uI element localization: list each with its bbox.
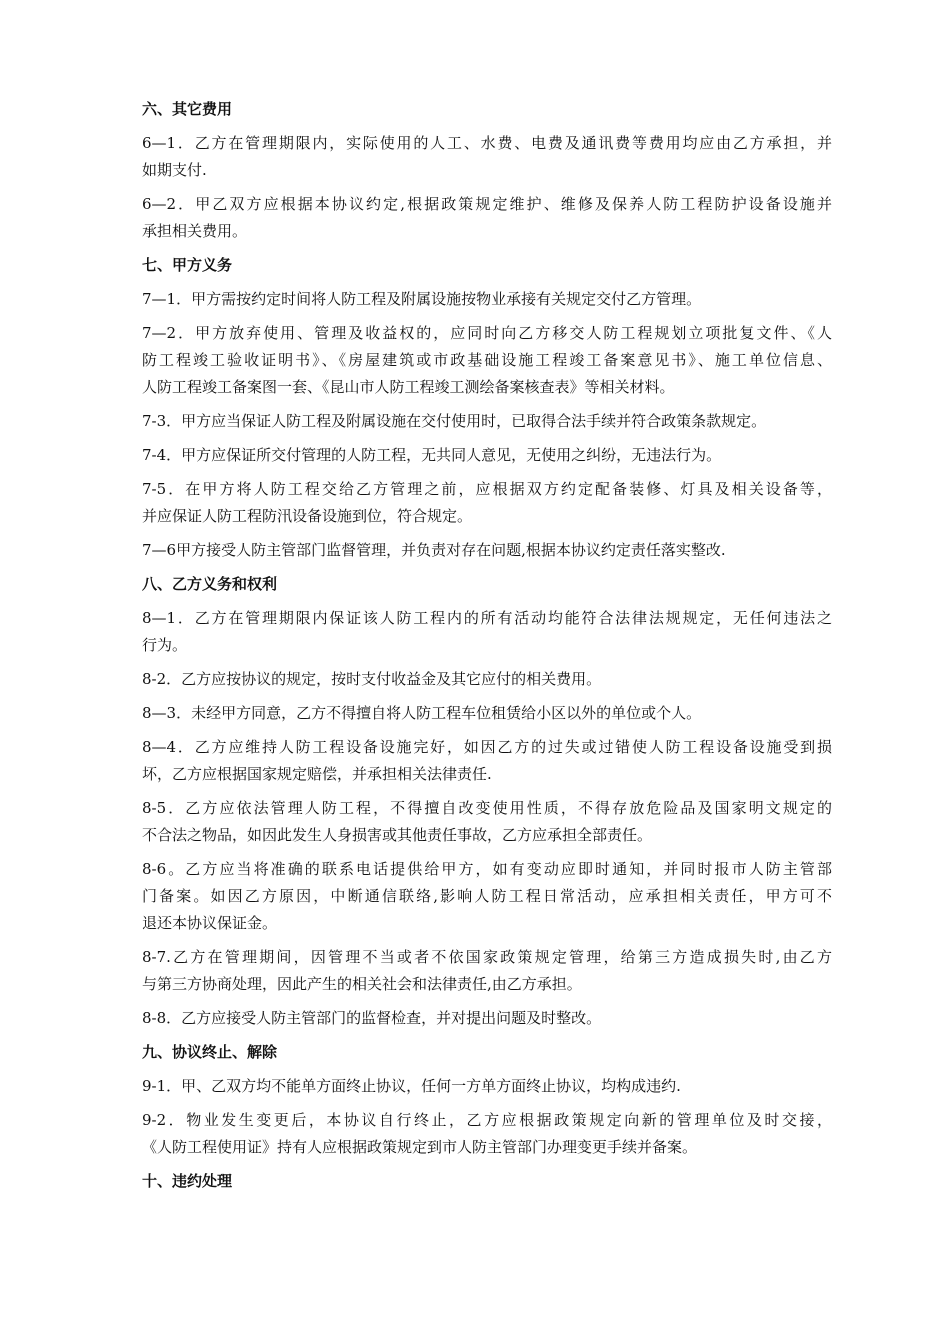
text-line: 人防工程竣工备案图一套、《昆山市人防工程竣工测绘备案核查表》等相关材料。: [142, 378, 675, 396]
clause-paragraph: [142, 944, 832, 998]
text-line: 防工程竣工验收证明书》、《房屋建筑或市政基础设施工程竣工备案意见书》、施工单位信息、: [142, 351, 832, 369]
clause-paragraph: [142, 476, 832, 530]
text-line: 7-4．甲方应保证所交付管理的人防工程，无共同人意见，无使用之纠纷，无违法行为。: [142, 446, 722, 464]
clause-paragraph: [142, 408, 832, 435]
text-line: 8-6。乙方应当将准确的联系电话提供给甲方，如有变动应即时通知，并同时报市人防主管部: [142, 860, 832, 878]
text-line: 不合法之物品，如因此发生人身损害或其他责任事故，乙方应承担全部责任。: [142, 826, 653, 844]
clause-paragraph: [142, 734, 832, 788]
clause-paragraph: [142, 442, 832, 469]
text-line: 《人防工程使用证》持有人应根据政策规定到市人防主管部门办理变更手续并备案。: [142, 1138, 698, 1156]
section-heading: 七、甲方义务: [142, 256, 233, 274]
text-line: 9-1．甲、乙双方均不能单方面终止协议，任何一方单方面终止协议，均构成违约.: [142, 1077, 681, 1095]
text-line: 承担相关费用。: [142, 222, 248, 240]
text-line: 7—2．甲方放弃使用、管理及收益权的，应同时向乙方移交人防工程规划立项批复文件、《人: [142, 324, 832, 342]
text-line: 8-2．乙方应按协议的规定，按时支付收益金及其它应付的相关费用。: [142, 670, 602, 688]
clause-paragraph: [142, 130, 832, 184]
text-line: 7-3．甲方应当保证人防工程及附属设施在交付使用时，已取得合法手续并符合政策条款规定。: [142, 412, 767, 430]
clause-paragraph: [142, 1073, 832, 1100]
clause-paragraph: [142, 537, 832, 564]
text-line: 坏，乙方应根据国家规定赔偿，并承担相关法律责任.: [142, 765, 492, 783]
section-heading: 九、协议终止、解除: [142, 1043, 278, 1061]
text-line: 并应保证人防工程防汛设备设施到位，符合规定。: [142, 507, 473, 525]
text-line: 6—1．乙方在管理期限内，实际使用的人工、水费、电费及通讯费等费用均应由乙方承担，并: [142, 134, 832, 152]
text-line: 7-5．在甲方将人防工程交给乙方管理之前，应根据双方约定配备装修、灯具及相关设备等，: [142, 480, 832, 498]
text-line: 门备案。如因乙方原因，中断通信联络,影响人防工程日常活动，应承担相关责任，甲方可不: [142, 887, 832, 905]
clause-paragraph: [142, 286, 832, 313]
text-line: 行为。: [142, 636, 188, 654]
text-line: 8-5．乙方应依法管理人防工程，不得擅自改变使用性质，不得存放危险品及国家明文规定的: [142, 799, 832, 817]
clause-paragraph: [142, 795, 832, 849]
clause-paragraph: [142, 666, 832, 693]
text-line: 退还本协议保证金。: [142, 914, 278, 932]
text-line: 7—6甲方接受人防主管部门监督管理，并负责对存在问题,根据本协议约定责任落实整改.: [142, 541, 726, 559]
text-line: 6—2．甲乙双方应根据本协议约定,根据政策规定维护、维修及保养人防工程防护设备设施并: [142, 195, 832, 213]
clause-paragraph: [142, 320, 832, 401]
text-line: 8—3．未经甲方同意，乙方不得擅自将人防工程车位租赁给小区以外的单位或个人。: [142, 704, 702, 722]
clause-paragraph: [142, 700, 832, 727]
text-line: 如期支付.: [142, 161, 207, 179]
section-heading: 十、违约处理: [142, 1172, 233, 1190]
section-heading: 八、乙方义务和权利: [142, 575, 278, 593]
document-body: [142, 96, 832, 1202]
section-heading: 六、其它费用: [142, 100, 233, 118]
text-line: 8-8．乙方应接受人防主管部门的监督检查，并对提出问题及时整改。: [142, 1009, 602, 1027]
clause-paragraph: [142, 856, 832, 937]
text-line: 8—4．乙方应维持人防工程设备设施完好，如因乙方的过失或过错使人防工程设备设施受到损: [142, 738, 832, 756]
text-line: 与第三方协商处理，因此产生的相关社会和法律责任,由乙方承担。: [142, 975, 582, 993]
text-line: 8—1．乙方在管理期限内保证该人防工程内的所有活动均能符合法律法规规定，无任何违法之: [142, 609, 832, 627]
text-line: 9-2．物业发生变更后，本协议自行终止，乙方应根据政策规定向新的管理单位及时交接，: [142, 1111, 832, 1129]
clause-paragraph: [142, 1107, 832, 1161]
text-line: 7—1．甲方需按约定时间将人防工程及附属设施按物业承接有关规定交付乙方管理。: [142, 290, 702, 308]
clause-paragraph: [142, 1005, 832, 1032]
text-line: 8-7.乙方在管理期间，因管理不当或者不依国家政策规定管理，给第三方造成损失时,由乙方: [142, 948, 832, 966]
clause-paragraph: [142, 191, 832, 245]
clause-paragraph: [142, 605, 832, 659]
